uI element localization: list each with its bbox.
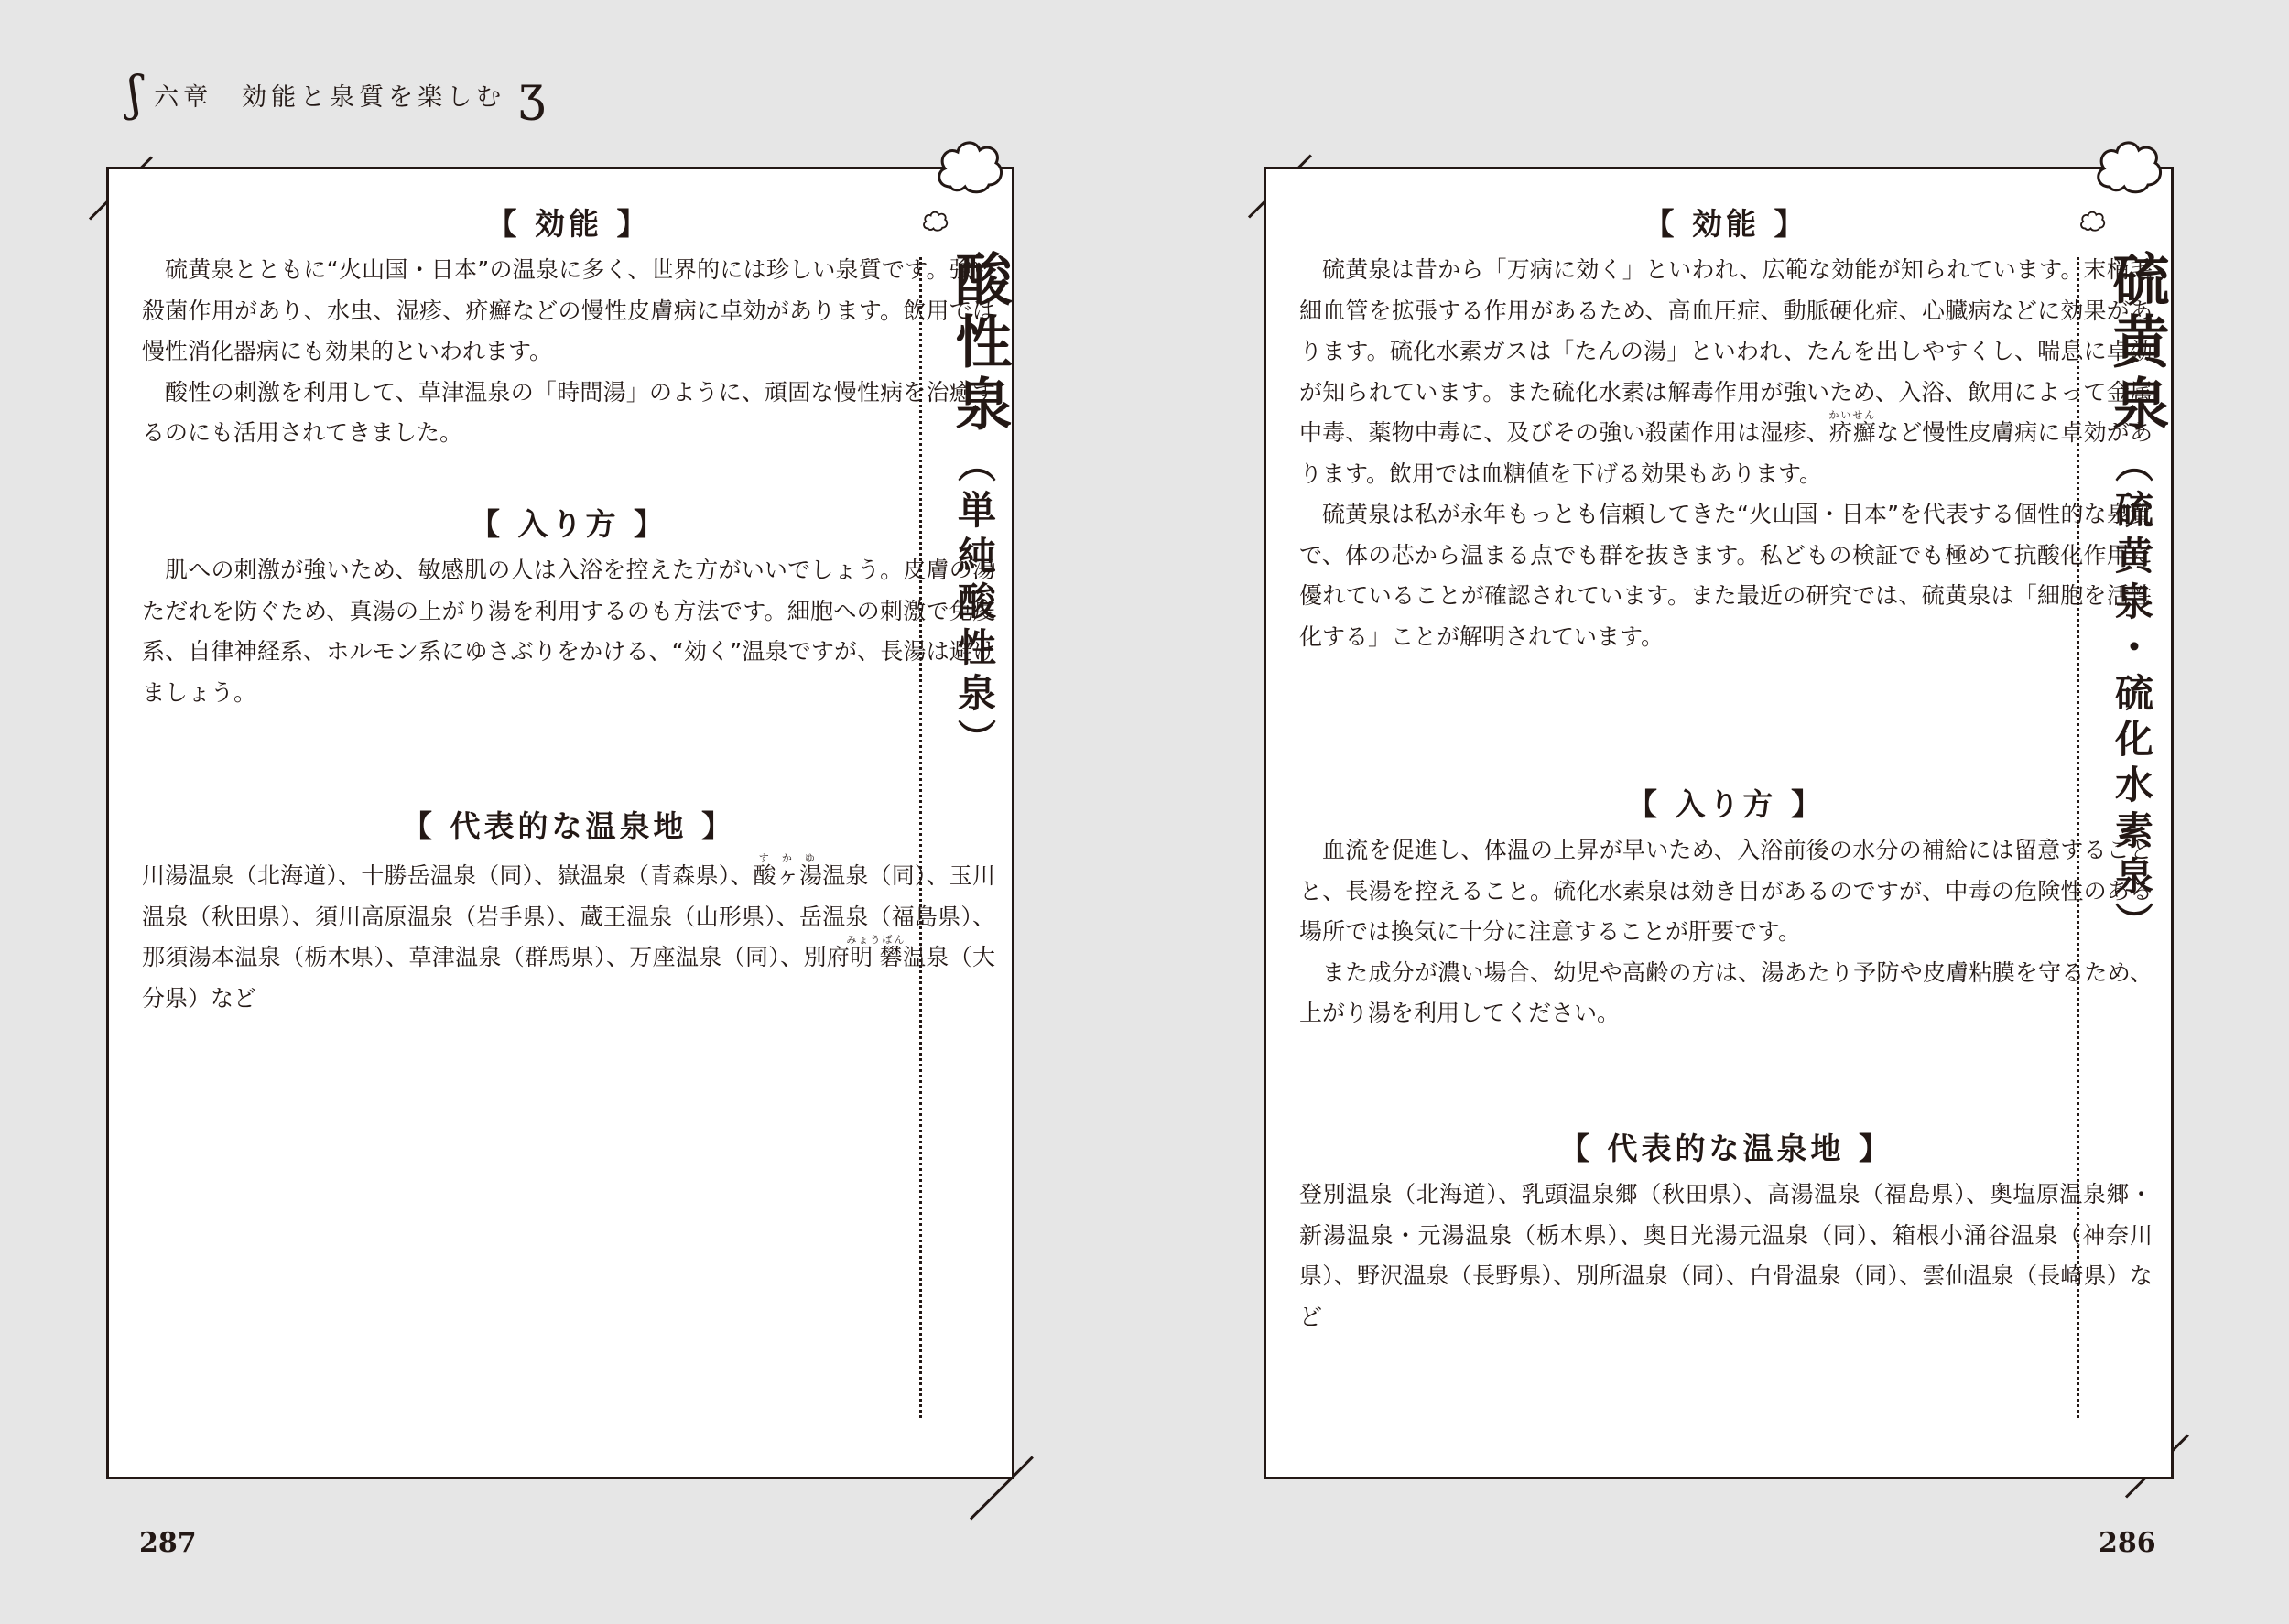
section-heading: 【 効能 】 — [1644, 206, 1808, 242]
spring-title: 酸性泉 — [946, 250, 1013, 437]
paragraph: また成分が濃い場合、幼児や高齢の方は、湯あたり予防や皮膚粘膜を守るため、上がり湯を利用してください。 — [1299, 958, 2153, 1026]
ruby-reading: すかゆ — [753, 852, 823, 864]
paragraph: 登別温泉（北海道）、乳頭温泉郷（秋田県）、高湯温泉（福島県）、奥塩原温泉郷・新湯温泉・元湯温泉（栃木県）、奥日光湯元温泉（同）、箱根小涌谷温泉（神奈川県）、野沢温泉（長野県）、別所温泉（同）、白骨温泉（同）、雲仙温泉（長崎県）など — [1299, 1181, 2153, 1330]
spots-section — [1299, 1129, 2153, 1337]
running-header — [128, 67, 546, 122]
section-heading: 【 効能 】 — [486, 206, 651, 242]
paragraph: 硫黄泉とともに“火山国・日本”の温泉に多く、世界的には珍しい泉質です。強い殺菌作用があり、水虫、湿疹、疥癬などの慢性皮膚病に卓効があります。飲用では慢性消化器病にも効果的といわれます。 — [142, 256, 995, 364]
cloud-icon — [2078, 209, 2106, 233]
ruby-annotation — [1828, 409, 1877, 446]
effect-section — [1299, 204, 2153, 657]
bathing-section — [142, 504, 995, 713]
paragraph: 硫黄泉は私が永年もっとも信頼してきた“火山国・日本”を代表する個性的な泉質で、体の芯から温まる点でも群を抜きます。私どもの検証でも極めて抗酸化作用に優れていることが確認されています。また最近の研究では、硫黄泉は「細胞を活性化する」ことが解明されています。 — [1299, 501, 2153, 650]
paragraph: 酸性の刺激を利用して、草津温泉の「時間湯」のように、頑固な慢性病を治癒するのにも活用されてきました。 — [142, 378, 995, 446]
spring-subtitle: （単純酸性泉） — [952, 444, 997, 764]
paragraph: 血流を促進し、体温の上昇が早いため、入浴前後の水分の補給には留意することと、長湯を控えること。硫化水素泉は効き目があるのですが、中毒の危険性のある場所では換気に十分に注意することが肝要です。 — [1299, 837, 2153, 945]
paragraph: 肌への刺激が強いため、敏感肌の人は入浴を控えた方がいいでしょう。皮膚の湯ただれを防ぐため、真湯の上がり湯を利用するのも方法です。細胞への刺激で免疫系、自律神経系、ホルモン系にゆさぶりをかける、“効く”温泉ですが、長湯は避けましょう。 — [142, 557, 995, 706]
page-number-right: 286 — [2099, 1527, 2156, 1559]
section-heading: 【 入り方 】 — [1627, 786, 1825, 822]
cloud-icon — [932, 134, 1005, 198]
section-heading: 【 入り方 】 — [470, 506, 667, 542]
spring-subtitle: （硫黄泉・硫化水素泉） — [2110, 444, 2154, 947]
dotted-divider — [919, 257, 922, 1418]
paragraph — [142, 852, 995, 1019]
chapter-title: 六章 効能と泉質を楽しむ — [154, 82, 506, 112]
paragraph — [1299, 250, 2153, 494]
right-page-card — [1264, 167, 2174, 1479]
cloud-icon — [2091, 134, 2164, 198]
ruby-annotation — [753, 852, 823, 889]
ruby-reading: かいせん — [1828, 409, 1877, 421]
spring-title: 硫黄泉 — [2103, 250, 2170, 437]
ruby-reading: みょうばん — [846, 934, 906, 946]
page-number-left: 287 — [139, 1527, 197, 1559]
text-run: 川湯温泉（北海道）、十勝岳温泉（同）、嶽温泉（青森県）、 — [142, 862, 754, 889]
ruby-base: 酸ヶ湯 — [753, 862, 823, 889]
text-run: 硫黄泉は昔から「万病に効く」といわれ、広範な効能が知られています。末梢毛細血管を拡張する作用があるため、高血圧症、動脈硬化症、心臓病などに効果があります。硫化水素ガスは「たんの湯」といわれ、たんを出しやすくし、喘息に卓効が知られています。また硫化水素は解毒作用が強いため、入浴、飲用によって金属中毒、薬物中毒に、及びその強い殺菌作用は湿疹、 — [1299, 256, 2153, 446]
spots-section — [142, 807, 995, 1019]
left-page-card — [106, 167, 1014, 1479]
left-curl-ornament: ʃ — [128, 67, 142, 122]
dotted-divider — [2077, 257, 2079, 1418]
cloud-icon — [921, 209, 949, 233]
text-run: 温泉（同）、玉川温泉（秋田県）、須川高原温泉（岩手県）、蔵王温泉（山形県）、岳温泉（福島県）、那須湯本温泉（栃木県）、草津温泉（群馬県）、万座温泉（同）、別府 — [142, 862, 995, 970]
text-run: など慢性皮膚病に卓効があります。飲用では血糖値を下げる効果もあります。 — [1299, 419, 2153, 487]
ruby-annotation — [846, 934, 906, 970]
ruby-base: 明礬 — [846, 944, 906, 970]
effect-section — [142, 204, 995, 454]
section-heading: 【 代表的な温泉地 】 — [1559, 1131, 1893, 1166]
ruby-base: 疥癬 — [1828, 419, 1877, 446]
text-run: 温泉（大分県）など — [142, 944, 995, 1012]
right-curl-ornament: ʒ — [518, 67, 546, 122]
bathing-section — [1299, 785, 2153, 1034]
section-heading: 【 代表的な温泉地 】 — [402, 808, 735, 844]
